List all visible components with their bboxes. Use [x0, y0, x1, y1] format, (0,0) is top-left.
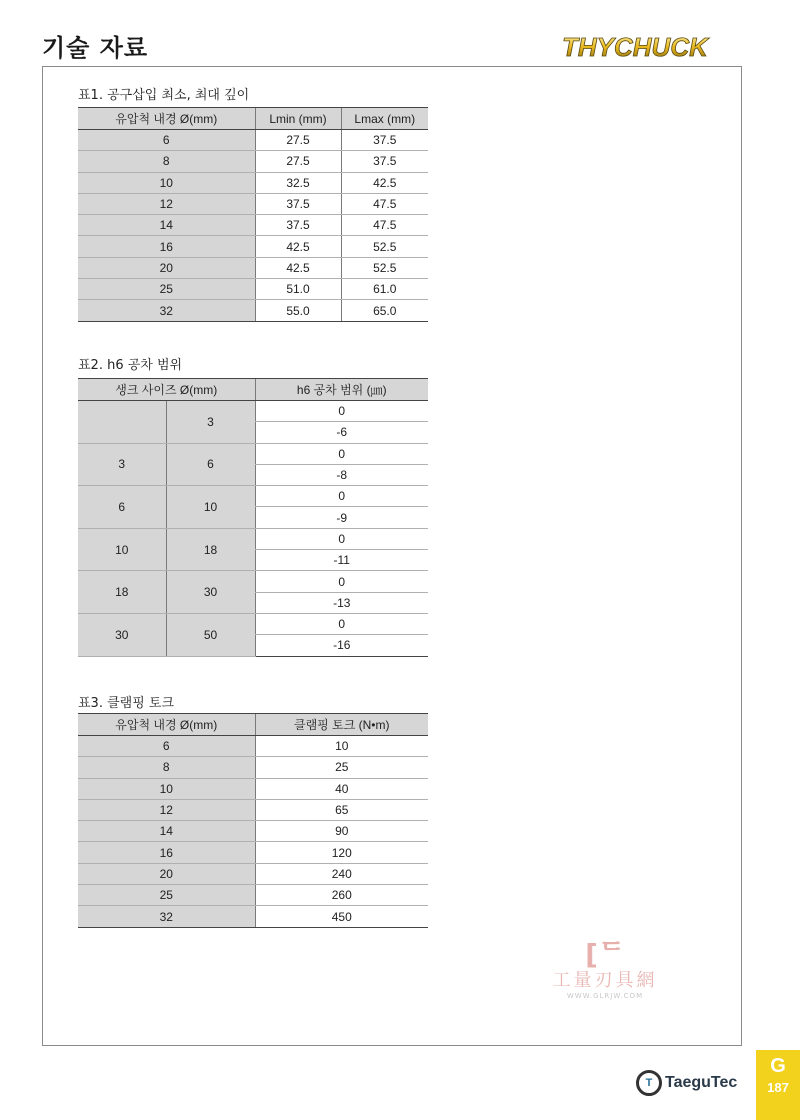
table-cell: 65: [255, 799, 428, 820]
table-cell: 260: [255, 885, 428, 906]
tolerance-upper-cell: 0: [255, 443, 428, 464]
table-row: [78, 486, 428, 507]
taegutec-logo: [636, 1068, 737, 1098]
table1-insertion-depth: [78, 107, 428, 322]
table-cell: 16: [78, 842, 255, 863]
table-cell: 37.5: [255, 193, 341, 214]
range-from-cell: 30: [78, 613, 166, 656]
table-cell: 12: [78, 193, 255, 214]
table3-header: 유압척 내경 Ø(mm): [78, 714, 255, 736]
table-cell: 6: [78, 130, 255, 151]
table2-h6-tolerance: [78, 378, 428, 657]
table-cell: 37.5: [255, 215, 341, 236]
table-row: [78, 778, 428, 799]
table-cell: 32.5: [255, 172, 341, 193]
watermark-icon: [ᄃ: [585, 938, 625, 971]
table-cell: 25: [255, 757, 428, 778]
table-cell: 10: [78, 172, 255, 193]
watermark: [530, 940, 680, 1015]
table-cell: 120: [255, 842, 428, 863]
tolerance-lower-cell: -6: [255, 422, 428, 443]
table-row: [78, 215, 428, 236]
table-cell: 55.0: [255, 300, 341, 321]
table-cell: 14: [78, 215, 255, 236]
watermark-url: WWW.GLRJW.COM: [566, 992, 644, 1000]
table-cell: 450: [255, 906, 428, 927]
table-row: [78, 172, 428, 193]
table-cell: 14: [78, 821, 255, 842]
table-row: [78, 863, 428, 884]
taegutec-mark-icon: T: [636, 1070, 662, 1096]
table-row: [78, 885, 428, 906]
svg-text:THYCHUCK: THYCHUCK: [562, 32, 708, 62]
table-cell: 37.5: [341, 151, 428, 172]
table-cell: 27.5: [255, 130, 341, 151]
table-cell: 20: [78, 863, 255, 884]
tolerance-lower-cell: -9: [255, 507, 428, 528]
table-row: [78, 401, 428, 422]
range-from-cell: 3: [78, 443, 166, 486]
table-cell: 37.5: [341, 130, 428, 151]
tolerance-lower-cell: -13: [255, 592, 428, 613]
section-tab: [756, 1050, 800, 1120]
table-row: [78, 757, 428, 778]
table-cell: 47.5: [341, 215, 428, 236]
table-row: [78, 821, 428, 842]
tolerance-upper-cell: 0: [255, 571, 428, 592]
company-name: TaeguTec: [665, 1074, 738, 1091]
page-title: 기술 자료: [42, 34, 149, 62]
table-row: [78, 300, 428, 321]
table-cell: 61.0: [341, 279, 428, 300]
table1-header: Lmin (mm): [255, 108, 341, 130]
table-cell: 16: [78, 236, 255, 257]
table-cell: 47.5: [341, 193, 428, 214]
table-cell: 10: [78, 778, 255, 799]
table-row: [78, 443, 428, 464]
table3-caption: 표3. 클램핑 토크: [78, 696, 175, 711]
table2-header: h6 공차 범위 (㎛): [255, 379, 428, 401]
table-row: [78, 842, 428, 863]
table-cell: 6: [78, 736, 255, 757]
range-from-cell: 6: [78, 486, 166, 529]
table-cell: 65.0: [341, 300, 428, 321]
table-row: [78, 151, 428, 172]
tolerance-upper-cell: 0: [255, 401, 428, 422]
range-from-cell: 18: [78, 571, 166, 614]
table-cell: 42.5: [255, 257, 341, 278]
range-to-cell: 10: [166, 486, 255, 529]
tolerance-lower-cell: -8: [255, 464, 428, 485]
table-row: [78, 571, 428, 592]
table-cell: 12: [78, 799, 255, 820]
table-cell: 51.0: [255, 279, 341, 300]
table-row: [78, 257, 428, 278]
tolerance-upper-cell: 0: [255, 613, 428, 634]
range-to-cell: 6: [166, 443, 255, 486]
table-cell: 25: [78, 279, 255, 300]
table1-caption: 표1. 공구삽입 최소, 최대 깊이: [78, 88, 250, 103]
range-to-cell: 3: [166, 401, 255, 444]
range-to-cell: 18: [166, 528, 255, 571]
table2-header: 생크 사이즈 Ø(mm): [78, 379, 255, 401]
table-row: [78, 193, 428, 214]
table3-header: 클램핑 토크 (N•m): [255, 714, 428, 736]
table-cell: 8: [78, 151, 255, 172]
thychuck-logo: [558, 28, 748, 64]
table2-caption: 표2. h6 공차 범위: [78, 358, 183, 373]
table-row: [78, 236, 428, 257]
tolerance-lower-cell: -16: [255, 635, 428, 656]
table-cell: 27.5: [255, 151, 341, 172]
table-row: [78, 613, 428, 634]
table-cell: 10: [255, 736, 428, 757]
range-to-cell: 50: [166, 613, 255, 656]
table1-header: Lmax (mm): [341, 108, 428, 130]
tolerance-upper-cell: 0: [255, 486, 428, 507]
table-row: [78, 736, 428, 757]
section-letter: G: [770, 1055, 786, 1077]
table-cell: 42.5: [341, 172, 428, 193]
table-cell: 90: [255, 821, 428, 842]
page-number: 187: [767, 1080, 789, 1095]
tolerance-upper-cell: 0: [255, 528, 428, 549]
table-cell: 52.5: [341, 257, 428, 278]
table-row: [78, 799, 428, 820]
table-row: [78, 906, 428, 927]
table-cell: 40: [255, 778, 428, 799]
table-row: [78, 528, 428, 549]
table-row: [78, 130, 428, 151]
table-cell: 42.5: [255, 236, 341, 257]
table-row: [78, 279, 428, 300]
tolerance-lower-cell: -11: [255, 550, 428, 571]
table-cell: 25: [78, 885, 255, 906]
table1-header: 유압척 내경 Ø(mm): [78, 108, 255, 130]
table3-clamping-torque: [78, 713, 428, 928]
range-from-cell: 10: [78, 528, 166, 571]
table-cell: 52.5: [341, 236, 428, 257]
range-from-cell: [78, 401, 166, 444]
table-cell: 32: [78, 906, 255, 927]
watermark-text: 工量刃具網: [552, 970, 658, 991]
table-cell: 20: [78, 257, 255, 278]
table-cell: 8: [78, 757, 255, 778]
table-cell: 32: [78, 300, 255, 321]
table-cell: 240: [255, 863, 428, 884]
range-to-cell: 30: [166, 571, 255, 614]
